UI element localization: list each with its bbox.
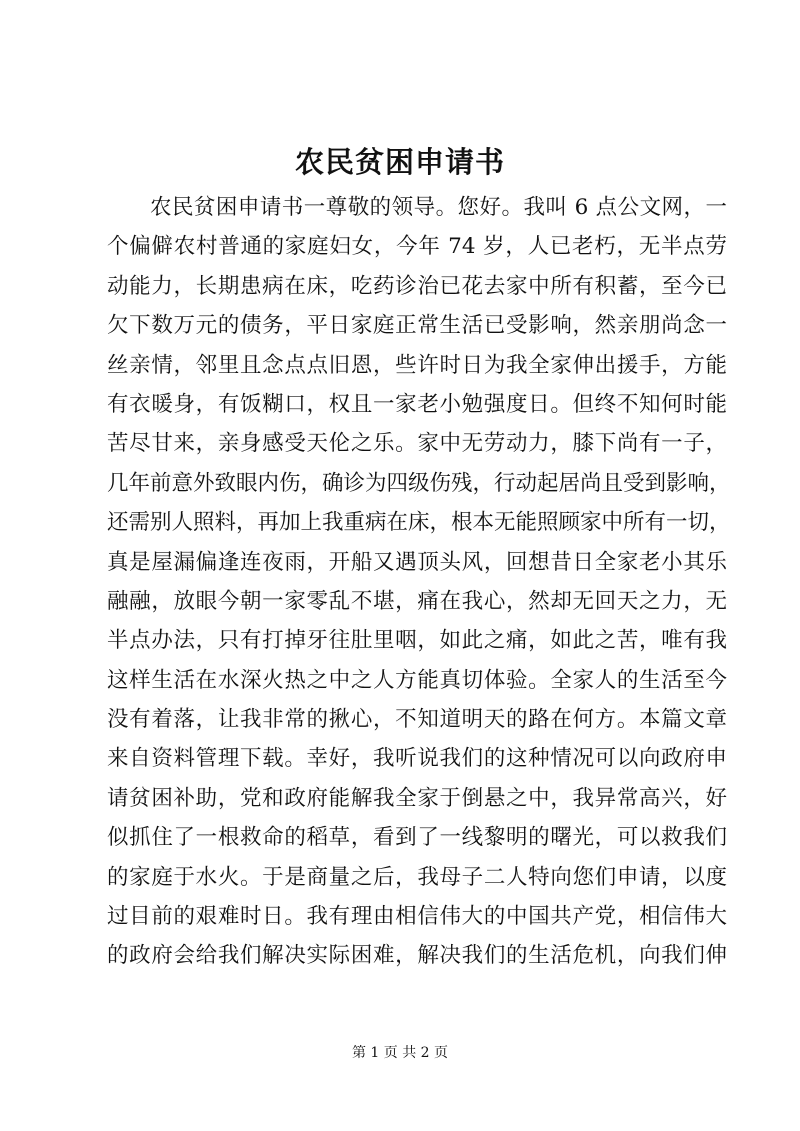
text-line: 过目前的艰难时日。我有理由相信伟大的中国共产党，相信伟大 bbox=[107, 904, 727, 930]
text-line: 的家庭于水火。于是商量之后，我母子二人特向您们申请，以度 bbox=[107, 864, 727, 890]
text-line: 半点办法，只有打掉牙往肚里咽，如此之痛，如此之苦，唯有我 bbox=[107, 628, 727, 654]
text-line: 欠下数万元的债务，平日家庭正常生活已受影响，然亲朋尚念一 bbox=[107, 313, 727, 339]
text-line: 真是屋漏偏逢连夜雨，开船又遇顶头风，回想昔日全家老小其乐 bbox=[107, 549, 727, 575]
text-line: 还需别人照料，再加上我重病在床，根本无能照顾家中所有一切， bbox=[107, 510, 731, 536]
page-title: 农民贫困申请书 bbox=[294, 145, 505, 179]
body-text bbox=[107, 188, 731, 976]
text-line: 请贫困补助，党和政府能解我全家于倒悬之中，我异常高兴，好 bbox=[107, 785, 727, 811]
text-line: 有衣暖身，有饭糊口，权且一家老小勉强度日。但终不知何时能 bbox=[107, 391, 727, 417]
text-line: 这样生活在水深火热之中之人方能真切体验。全家人的生活至今 bbox=[107, 667, 727, 693]
text-line: 似抓住了一根救命的稻草，看到了一线黎明的曙光，可以救我们 bbox=[107, 825, 727, 851]
page-footer: 第 1 页 共 2 页 bbox=[351, 1045, 449, 1061]
text-line: 苦尽甘来，亲身感受天伦之乐。家中无劳动力，膝下尚有一子， bbox=[107, 431, 727, 457]
text-line: 动能力，长期患病在床，吃药诊治已花去家中所有积蓄，至今已 bbox=[107, 273, 727, 299]
text-line: 来自资料管理下载。幸好，我听说我们的这种情况可以向政府申 bbox=[107, 746, 727, 772]
text-line: 个偏僻农村普通的家庭妇女，今年 74 岁，人已老朽，无半点劳 bbox=[107, 234, 727, 260]
text-line: 融融，放眼今朝一家零乱不堪，痛在我心，然却无回天之力，无 bbox=[107, 588, 727, 614]
text-line: 没有着落，让我非常的揪心，不知道明天的路在何方。本篇文章 bbox=[107, 707, 727, 733]
text-line: 农民贫困申请书一尊敬的领导。您好。我叫 6 点公文网，一 bbox=[150, 195, 727, 220]
text-line: 的政府会给我们解决实际困难，解决我们的生活危机，向我们伸 bbox=[107, 943, 727, 969]
text-line: 丝亲情，邻里且念点点旧恩，些许时日为我全家伸出援手，方能 bbox=[107, 352, 727, 378]
text-line: 几年前意外致眼内伤，确诊为四级伤残，行动起居尚且受到影响， bbox=[107, 470, 731, 496]
